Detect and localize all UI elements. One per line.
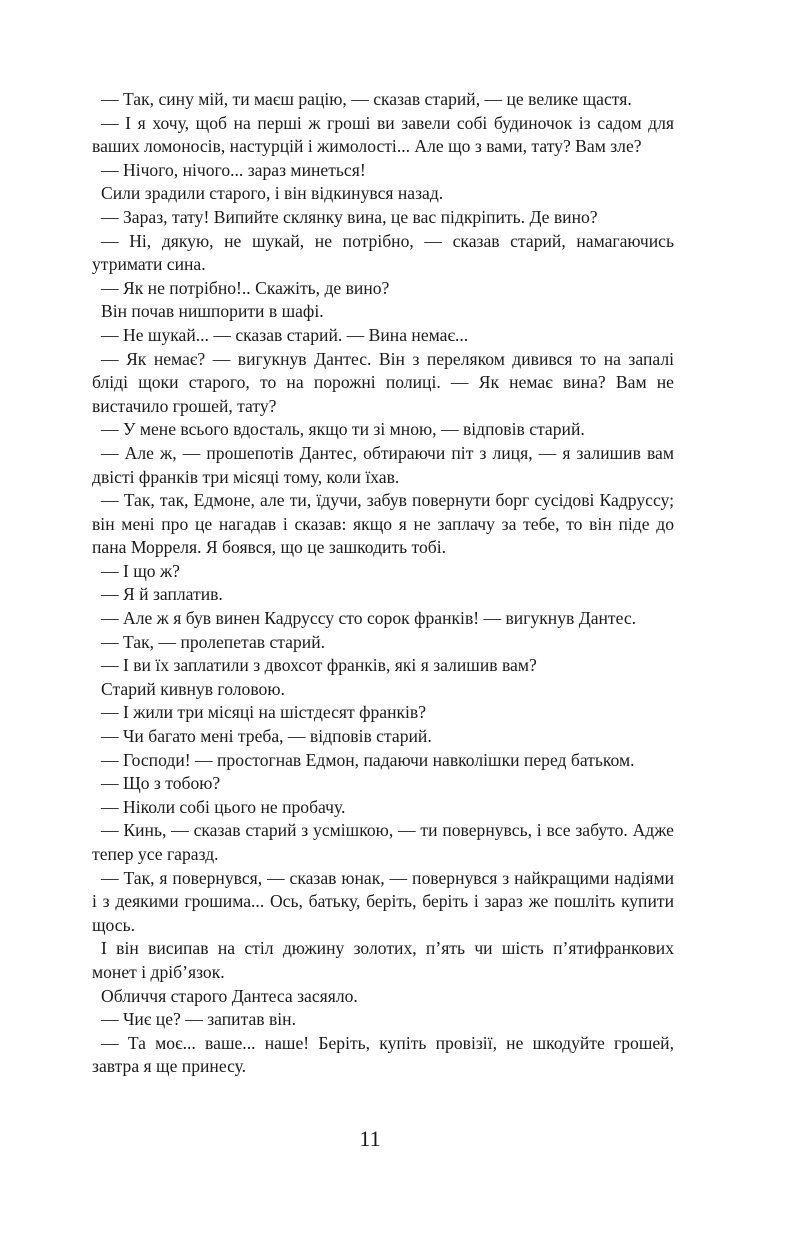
paragraph-13: — Так, так, Едмоне, але ти, їдучи, забув повернути борг сусідові Кадруссу; він мені про це нагадав і сказав: якщо я не заплачу за тебе, то він піде до пана Морреля. Я боявся, що це зашкодить тобі. <box>92 490 674 558</box>
paragraph-29: — Чиє це? — запитав він. <box>101 1009 297 1030</box>
paragraph-24: — Ніколи собі цього не пробачу. <box>101 796 346 817</box>
paragraph-20: — І жили три місяці на шістдесят франків? <box>101 702 427 723</box>
paragraph-4: Сили зрадили старого, і він відкинувся назад. <box>101 183 444 204</box>
paragraph-19: Старий кивнув головою. <box>101 678 285 699</box>
paragraph-28: Обличчя старого Дантеса засяяло. <box>101 985 358 1006</box>
paragraph-17: — Так, — пролепетав старий. <box>101 631 326 652</box>
paragraph-5: — Зараз, тату! Випийте склянку вина, це вас підкріпить. Де вино? <box>101 206 598 227</box>
paragraph-16: — Але ж я був винен Кадруссу сто сорок франків! — вигукнув Дантес. <box>101 608 637 629</box>
book-page-text <box>92 88 674 1079</box>
paragraph-26: — Так, я повернувся, — сказав юнак, — повернувся з найкращими надіями і з деякими грошима... Ось, батьку, беріть, беріть і зараз же пошліть купити щось. <box>92 867 674 935</box>
paragraph-7: — Як не потрібно!.. Скажіть, де вино? <box>101 277 390 298</box>
paragraph-18: — І ви їх заплатили з двохсот франків, які я залишив вам? <box>101 655 537 676</box>
paragraph-2: — І я хочу, щоб на перші ж гроші ви завели собі будиночок із садом для ваших ломоносів, настурцій і жимолості... Але що з вами, тату? Вам зле? <box>92 112 674 157</box>
paragraph-30: — Та моє... ваше... наше! Беріть, купіть провізії, не шкодуйте грошей, завтра я ще принесу. <box>92 1032 674 1077</box>
paragraph-21: — Чи багато мені треба, — відповів старий. <box>101 726 432 747</box>
paragraph-9: — Не шукай... — сказав старий. — Вина немає... <box>101 324 469 345</box>
paragraph-1: — Так, сину мій, ти маєш рацію, — сказав старий, — це велике щастя. <box>101 89 632 109</box>
paragraph-23: — Що з тобою? <box>101 773 221 794</box>
page-number: 11 <box>359 1126 381 1151</box>
paragraph-22: — Господи! — простогнав Едмон, падаючи навколішки перед батьком. <box>101 749 635 770</box>
paragraph-27: І він висипав на стіл дюжину золотих, п’ять чи шість п’ятифранкових монет і дріб’язок. <box>92 938 674 982</box>
paragraph-14: — І що ж? <box>101 560 180 581</box>
paragraph-6: — Ні, дякую, не шукай, не потрібно, — сказав старий, намагаючись утримати сина. <box>92 230 674 275</box>
paragraph-8: Він почав нишпорити в шафі. <box>101 301 324 322</box>
paragraph-11: — У мене всього вдосталь, якщо ти зі мною, — відповів старий. <box>101 419 585 440</box>
paragraph-15: — Я й заплатив. <box>101 584 223 605</box>
paragraph-25: — Кинь, — сказав старий з усмішкою, — ти повернувсь, і все забуто. Адже тепер усе гаразд. <box>92 820 674 864</box>
paragraph-3: — Нічого, нічого... зараз минеться! <box>101 159 366 180</box>
paragraph-10: — Як немає? — вигукнув Дантес. Він з переляком дивився то на запалі бліді щоки старого, то на порожні полиці. — Як немає вина? Вам не вистачило грошей, тату? <box>92 348 674 416</box>
paragraph-12: — Але ж, — прошепотів Дантес, обтираючи піт з лиця, — я залишив вам двісті франків три місяці тому, коли їхав. <box>92 442 674 487</box>
